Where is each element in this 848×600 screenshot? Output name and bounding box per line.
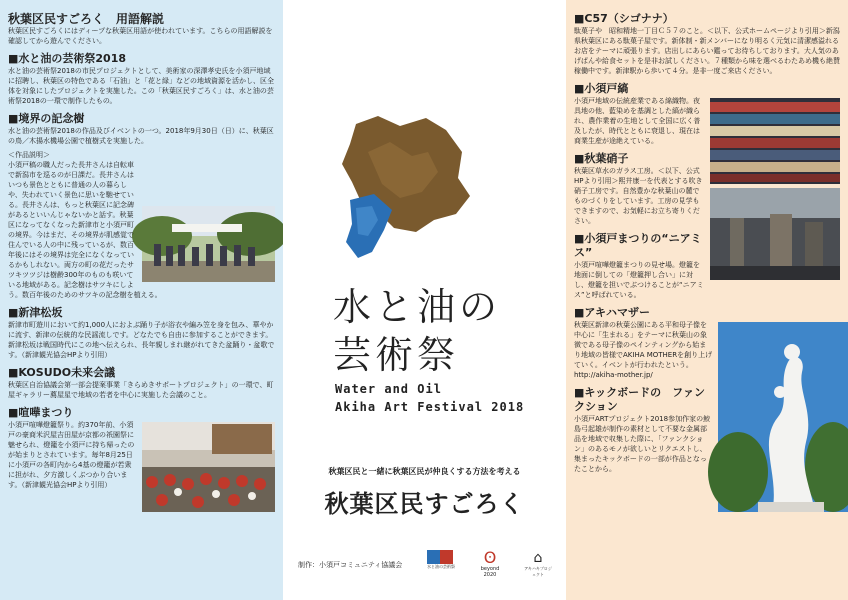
section-nearmiss-text: 小須戸喧嘩燈籠まつりの見せ場。燈籠を地面に倒しての「燈籠押し合い」に対し、燈籠を担いでぶつけることが“ニアミス”と呼ばれている。 [574, 261, 704, 299]
beyond-2020-logo [475, 550, 505, 578]
section-akiha-mother-text: 秋葉区新津の秋葉公園にある平和母子像を中心に「生まれる」をテーマに秋葉山の象徴である母子像のペインティングから始まり地域の皆様でAKIHA MOTHERを創り上げていく。イベントが行われたという。http://akiha-mother.jp/ [574, 321, 713, 379]
beyond-mark-icon: ʘ [483, 548, 497, 567]
festival-logo-mark [427, 550, 453, 564]
water-oil-logo-graphic [338, 112, 473, 260]
section-c57-text: 駄菓子や 昭和精地一丁目Ｃ５７のこと。＜以下、公式ホームページより引用＞新潟県秋葉区にある駄菓子屋です。新体制・新メンバーになり明るく元気に清潔感溢れるお店をテーマに頑張ります。店出しにあらい鑑ってお待ちしております。大人気のあげぱんや給食セットを是非お試しください。７種類から味を選べるわたあめ機も絶賛稼働中です。新津駅から歩いて４分。是非一度ご来店ください。 [574, 27, 840, 75]
section-c57 [574, 12, 840, 76]
section-festival-text: 水と油の芸術祭2018の市民プロジェクトとして、美術家の深澤孝史氏を小須戸地域に招聘し、秋葉区の特色である「石油」と「花と緑」などの地域資源を活かし、区全体を対象にしたプロジェクトを実施した。この「秋葉区民すごろく」は、水と油の芸術祭2018の一環で制作したもの。 [8, 67, 274, 105]
festival-title-line1: 水と油の [333, 285, 502, 329]
section-matsuzaka-title: ■新津松坂 [8, 306, 63, 319]
section-kosudo-title: ■KOSUDO未来会議 [8, 366, 116, 379]
glossary-title: 秋葉区民すごろく 用語解説 [8, 12, 165, 26]
section-festival-title: ■水と油の芸術祭2018 [8, 52, 127, 65]
section-kenka-matsuri [8, 406, 275, 490]
section-boundary-note: 小須戸稿の職人だった長井さんは自転車で新潟市を巡るのが日課だ。長井さんはいつも景色とともに普通の人の暮らしや、失われていく景色に思いを馳せている。長井さんは、もっと秋葉区に記念碑があるといいんじゃないかと話す。秋葉区になってなくなった新津市と小須戸町の境界。今はまだ、その境界が肌感覚で住んでいる人の中に残っているが、数百年後にはその境界は完全になくなっているかもしれない。両方の町の花だったサツキツツジは樹齢300年のものも咲いている地域がある。記念樹はサツキにしよう。数百年後のためのサツキの記念樹を植える。 [8, 161, 162, 299]
striped-fabric-photo [710, 98, 840, 184]
section-kickboard-title: ■キックボードの ファンクション [574, 386, 705, 413]
section-akiha-glass-title: ■秋葉硝子 [574, 152, 629, 165]
section-niitsu-matsuzaka [8, 306, 275, 360]
festival-photo [142, 422, 275, 512]
section-kosudo-text: 秋葉区自治協議会第一部会提案事業「きらめきサポートプロジェクト」の一環で、町屋ギャラリー薦屋星で地域の若者を中心に実施した会議のこと。 [8, 381, 274, 399]
section-matsuzaka-text: 新津市町遊川において約1,000人におよぶ踊り子が浴衣や編み笠を身を包み、華やかに流す、新津の伝統的な民謡流しです。どなたでも自由に参加することができます。新津松坂は戦国時代にこの地へ伝えられ、長年親しまれ継がれてきた盆踊り・盆歌です。（新津観光協会HPより引用） [8, 321, 275, 359]
section-kenka-text: 小須戸喧嘩燈籠祭り。約370年前、小須戸の豪商米沢屋吉田屋が京都の祇園祭に魅せられ、燈籠を小須戸に持ち帰ったのが始まりとされています。毎年8月25日に小須戸の各町内から4基の燈籠が若衆に担がれ、夕方激しくぶつかり合います。（新津観光協会HPより引用） [8, 421, 135, 489]
left-panel [0, 0, 283, 600]
festival-title-en-line1: Water and Oil [335, 382, 442, 396]
mother-sculpture-photo [718, 322, 848, 512]
tree-planting-photo [142, 206, 275, 282]
section-boundary-title: ■境界の記念樹 [8, 112, 85, 125]
section-kosudo-jima-text: 小須戸地域の伝統産業である綿織物。夜具地の他、藍染めを基調とした縞が織られ、農作業着の生地として全国に広く普及したが、時代とともに衰退し、現在は商業生産が途絶えている。 [574, 97, 701, 145]
house-mark-icon: ⌂ [533, 550, 543, 566]
project-logo [523, 550, 553, 578]
section-boundary-text: 水と油の芸術祭2018の作品及びイベントの一つ。2018年9月30日（日）に、秋葉区の鳥／木揚水機場公園で植樹式を実施した。 [8, 127, 274, 145]
cover-panel [283, 0, 566, 600]
section-kosudo-jima [574, 82, 840, 146]
section-boundary-tree [8, 112, 275, 300]
section-kenka-title: ■喧嘩まつり [8, 406, 74, 419]
festival-logo-text: 水と油の芸術祭 [427, 564, 455, 569]
glass-workshop-photo [710, 188, 840, 280]
festival-title-en-line2: Akiha Art Festival 2018 [335, 400, 525, 414]
section-kickboard-text: 小須戸ARTプロジェクト2018参加作家の鮫島弓起雄が制作の素材として不要な金属部品を地域で収集した際に、「ファンクション」のあるモノが欲しいとリクエストし、集まったキックボードの一部が作品となったことから。 [574, 415, 711, 473]
festival-title-line2: 芸術祭 [333, 333, 460, 377]
section-boundary-note-head: ＜作品説明＞ [8, 151, 50, 159]
section-kosudo-jima-title: ■小須戸縞 [574, 82, 629, 95]
section-akiha-glass-text: 秋葉区草水のガラス工房。＜以下、公式HPより引用＞熙井康一を代表とする吹き硝子工房です。自然豊かな秋葉山の麓でものづくりをしています。工房の見学もできますので、お気軽にお立ち寄りください。 [574, 167, 703, 225]
beyond-logo-text: beyond 2020 [480, 566, 500, 578]
section-nearmiss-title: ■小須戸まつりの“ニアミス” [574, 232, 702, 259]
glossary-intro-text: 秋葉区民すごろくにはディープな秋葉区用語が使われています。こちらの用語解説を確認してから遊んでください。 [8, 27, 273, 45]
section-akiha-mother-title: ■アキハマザー [574, 306, 650, 319]
producer-credit: 制作：小須戸コミュニティ協議会 [298, 561, 403, 569]
festival-logo [427, 550, 457, 570]
cover-subtitle: 秋葉区民と一緒に秋葉区民が仲良くする方法を考える [328, 467, 521, 476]
cover-main-title: 秋葉区民すごろく [324, 489, 525, 518]
project-logo-text: アキハキプロジェクト [524, 566, 552, 577]
section-akiha-mother [574, 306, 840, 380]
right-panel [566, 0, 848, 600]
section-c57-title: ■C57（シゴナナ） [574, 12, 674, 25]
section-kosudo-meeting [8, 366, 275, 400]
section-festival [8, 52, 275, 106]
glossary-intro [8, 12, 275, 46]
